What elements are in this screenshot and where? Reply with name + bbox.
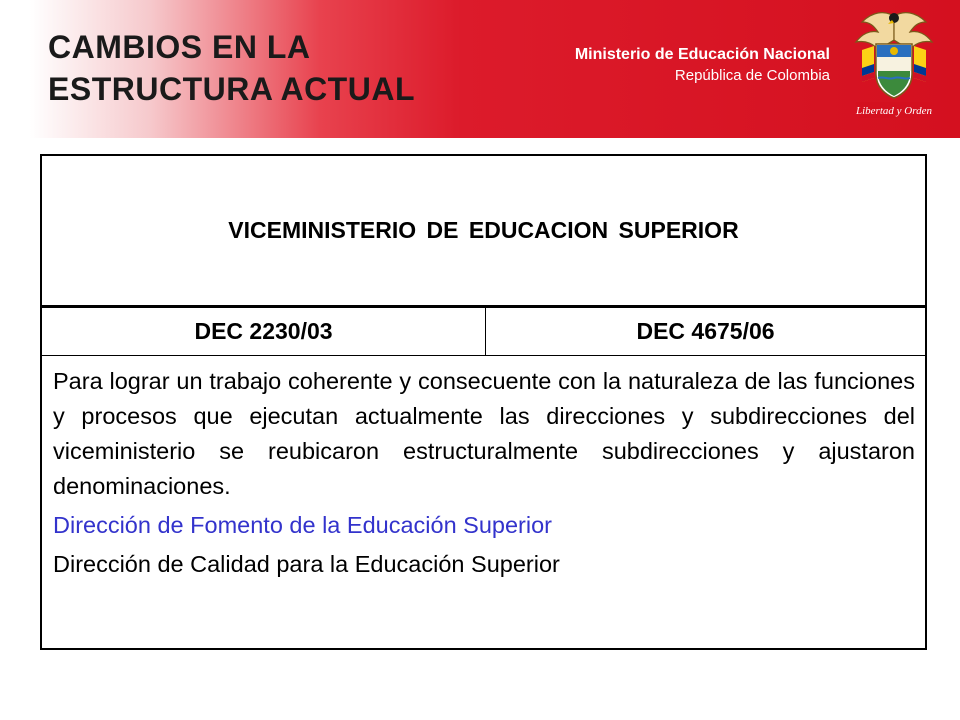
title-line-2: ESTRUCTURA ACTUAL xyxy=(48,71,415,107)
content-table xyxy=(40,154,927,650)
header-banner xyxy=(0,0,960,138)
direction-fomento: Dirección de Fomento de la Educación Superior xyxy=(53,512,552,538)
title-line-1: CAMBIOS EN LA xyxy=(48,29,311,65)
ministry-block xyxy=(575,44,830,86)
table-body xyxy=(42,356,925,582)
direction-calidad: Dirección de Calidad para la Educación Superior xyxy=(53,551,560,577)
colombia-coat-of-arms-icon xyxy=(848,6,940,130)
motto-text: Libertad y Orden xyxy=(856,105,932,117)
decree-column-1: DEC 2230/03 xyxy=(42,308,486,355)
table-heading: VICEMINISTERIO DE EDUCACION SUPERIOR xyxy=(228,217,739,243)
description-paragraph: Para lograr un trabajo coherente y consecuente con la naturaleza de las funciones y procesos que ejecutan actualmente las direcciones y subdirecciones del viceministerio se reubicaron estructuralmente subdirecciones y ajustaron denominaciones. xyxy=(53,368,915,499)
page-title xyxy=(48,26,415,110)
decree-header-row xyxy=(42,308,925,356)
country-name: República de Colombia xyxy=(674,67,830,84)
ministry-name: Ministerio de Educación Nacional xyxy=(574,46,830,63)
table-heading-row xyxy=(42,156,925,308)
decree-column-2: DEC 4675/06 xyxy=(636,318,775,344)
